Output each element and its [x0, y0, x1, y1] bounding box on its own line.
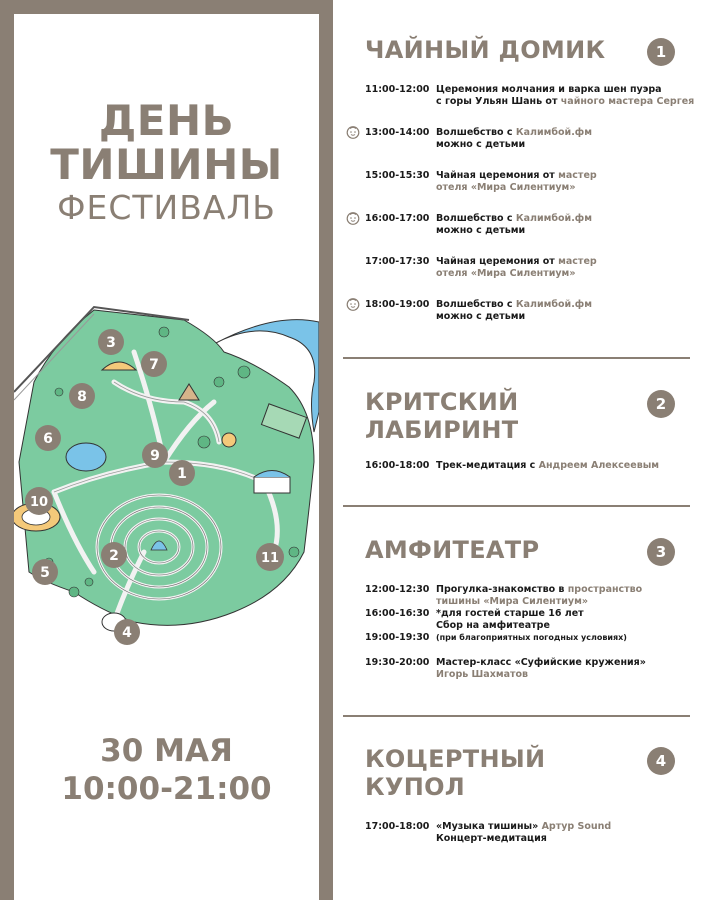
child-face-icon — [346, 125, 360, 139]
svg-text:11: 11 — [260, 551, 280, 566]
map-marker-7 — [141, 351, 167, 377]
event-time: 16:00-18:00 — [365, 460, 430, 471]
schedule-panel — [343, 0, 695, 900]
event-time: 19:30-20:00 — [365, 657, 430, 668]
event-description — [436, 127, 690, 151]
event-line — [436, 460, 690, 472]
event-time: 15:00-15:30 — [365, 170, 430, 181]
event-line — [436, 657, 690, 669]
section-number-badge: 4 — [647, 747, 675, 775]
event-line — [436, 268, 690, 280]
event-line — [436, 127, 690, 139]
event-line — [436, 821, 690, 833]
highlighted-text: отеля «Мира Силентиум» — [436, 182, 576, 193]
event-description — [436, 657, 690, 681]
event-time: 18:00-19:00 — [365, 299, 430, 310]
section-title-line: ЧАЙНЫЙ ДОМИК — [365, 36, 606, 64]
section-title-line: АМФИТЕАТР — [365, 536, 540, 564]
event-line — [436, 225, 690, 237]
plain-text: Волшебство с — [436, 299, 516, 310]
plain-text: Церемония молчания и варка шен пуэра — [436, 84, 662, 95]
highlighted-text: Калимбой.фм — [515, 213, 592, 224]
map-marker-4 — [114, 619, 140, 645]
plain-text: Трек-медитация с — [436, 460, 539, 471]
plain-text: «Музыка тишины» — [436, 821, 542, 832]
event-line — [436, 139, 690, 151]
event-time: 11:00-12:00 — [365, 84, 430, 95]
section-divider — [343, 715, 690, 717]
section-title-line: КРИТСКИЙ — [365, 388, 519, 416]
svg-text:8: 8 — [77, 389, 87, 405]
section-number-badge: 1 — [647, 38, 675, 66]
plain-text: Сбор на амфитеатре — [436, 620, 550, 631]
map-marker-9 — [142, 442, 168, 468]
highlighted-text: Артур Sound — [541, 821, 612, 832]
event-description — [436, 213, 690, 237]
highlighted-text: Калимбой.фм — [515, 299, 592, 310]
highlighted-text: мастер — [558, 170, 597, 181]
svg-text:7: 7 — [149, 357, 159, 373]
plain-text: можно с детьми — [436, 311, 526, 322]
event-line — [436, 299, 690, 311]
section-divider — [343, 505, 690, 507]
plain-text: Чайная церемония от — [436, 256, 559, 267]
title-line-1: ДЕНЬ — [98, 96, 235, 145]
section-title — [365, 536, 539, 564]
map-marker-2 — [101, 542, 127, 568]
section-number-badge: 2 — [647, 390, 675, 418]
event-time: 13:00-14:00 — [365, 127, 430, 138]
festival-title — [14, 96, 319, 229]
event-line — [436, 608, 690, 620]
map-marker-10 — [25, 487, 53, 515]
map-marker-11 — [256, 543, 284, 571]
section-title — [365, 36, 605, 64]
plain-text: Чайная церемония от — [436, 170, 559, 181]
park-map — [14, 292, 319, 654]
event-line — [436, 833, 690, 845]
event-description — [436, 170, 690, 194]
poster-panel — [14, 14, 319, 900]
event-line — [436, 584, 690, 596]
event-line — [436, 256, 690, 268]
event-description — [436, 821, 690, 845]
plain-text: Прогулка-знакомство в — [436, 584, 568, 595]
svg-text:1: 1 — [177, 466, 187, 482]
highlighted-text: чайного мастера Сергея — [560, 96, 695, 107]
highlighted-text: тишины «Мира Силентиум» — [436, 596, 588, 607]
section-number-badge: 3 — [647, 538, 675, 566]
child-face-icon — [346, 297, 360, 311]
plain-text: можно с детьми — [436, 139, 526, 150]
event-time: 16:00-17:00 — [365, 213, 430, 224]
child-face-icon — [346, 211, 360, 225]
event-description — [436, 299, 690, 323]
section-title — [365, 745, 545, 801]
section-title — [365, 388, 518, 444]
event-line — [436, 632, 690, 644]
event-description — [436, 460, 690, 472]
date-text: 30 МАЯ — [100, 733, 233, 769]
section-title-line: ЛАБИРИНТ — [365, 416, 519, 444]
event-description — [436, 608, 690, 632]
highlighted-text: Андреем Алексеевым — [538, 460, 660, 471]
event-line — [436, 620, 690, 632]
plain-text: можно с детьми — [436, 225, 526, 236]
poster-frame — [0, 0, 333, 900]
event-time: 12:00-12:30 — [365, 584, 430, 595]
event-line — [436, 669, 690, 681]
plain-text: Мастер-класс «Суфийские кружения» — [436, 657, 646, 668]
event-line — [436, 84, 690, 96]
event-line — [436, 311, 690, 323]
map-marker-6 — [35, 425, 61, 451]
highlighted-text: пространство — [567, 584, 643, 595]
plain-text: Волшебство с — [436, 213, 516, 224]
svg-text:6: 6 — [43, 431, 53, 447]
event-line — [436, 213, 690, 225]
map-marker-3 — [98, 329, 124, 355]
plain-text: Волшебство с — [436, 127, 516, 138]
hours-text: 10:00-21:00 — [61, 771, 272, 807]
event-line — [436, 596, 690, 608]
event-description — [436, 584, 690, 608]
highlighted-text: отеля «Мира Силентиум» — [436, 268, 576, 279]
map-marker-8 — [69, 383, 95, 409]
event-line — [436, 96, 695, 108]
highlighted-text: мастер — [558, 256, 597, 267]
highlighted-text: Игорь Шахматов — [436, 669, 529, 680]
festival-date — [14, 732, 319, 808]
plain-text: Концерт-медитация — [436, 833, 547, 844]
map-marker-5 — [32, 559, 58, 585]
plain-text: с горы Ульян Шань от — [436, 96, 561, 107]
event-time: 19:00-19:30 — [365, 632, 430, 643]
event-time: 17:00-18:00 — [365, 821, 430, 832]
title-line-2: ТИШИНЫ — [50, 140, 283, 189]
section-title-line: КОЦЕРТНЫЙ — [365, 745, 546, 773]
event-line — [436, 170, 690, 182]
event-description — [436, 84, 695, 108]
svg-text:2: 2 — [109, 548, 119, 564]
event-description — [436, 256, 690, 280]
svg-text:10: 10 — [29, 495, 49, 510]
map-marker-1 — [169, 460, 195, 486]
event-time: 16:00-16:30 — [365, 608, 430, 619]
section-title-line: КУПОЛ — [365, 773, 466, 801]
svg-text:9: 9 — [150, 448, 160, 464]
highlighted-text: Калимбой.фм — [515, 127, 592, 138]
event-line — [436, 182, 690, 194]
event-description — [436, 632, 690, 644]
plain-text: (при благоприятных погодных условиях) — [436, 633, 627, 642]
plain-text: *для гостей старше 16 лет — [436, 608, 584, 619]
svg-text:3: 3 — [106, 335, 116, 351]
event-time: 17:00-17:30 — [365, 256, 430, 267]
festival-subtitle: ФЕСТИВАЛЬ — [57, 188, 276, 227]
svg-text:4: 4 — [122, 625, 132, 641]
section-divider — [343, 357, 690, 359]
svg-text:5: 5 — [40, 565, 50, 581]
